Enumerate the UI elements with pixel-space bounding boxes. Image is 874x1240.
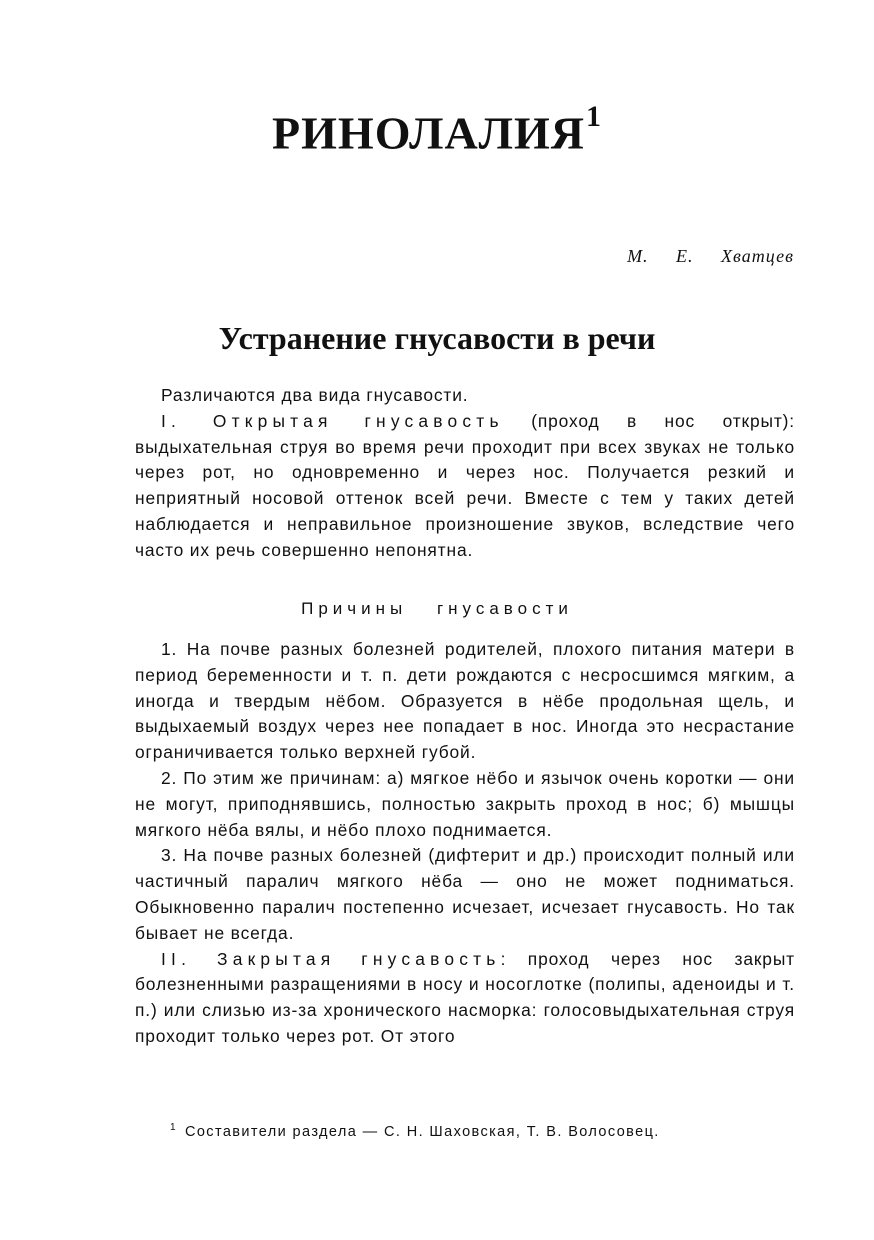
footnote-reference: 1 bbox=[585, 100, 602, 133]
spaced-term: II. Закрытая гнусавость bbox=[161, 948, 501, 969]
section-title: Устранение гнусавости в речи bbox=[218, 320, 656, 356]
paragraph: 1. На почве разных болезней родителей, плохого питания матери в период беременности и т. п. дети рождаются с несросшимся мягким, а иногда и твердым нёбом. Образуется в нёбе продольная щель, и выдыхаемый воздух через нее попадает в нос. Иногда это несрастание ограничивается только верхней губой. bbox=[135, 639, 795, 763]
paragraph: 2. По этим же причинам: а) мягкое нёбо и язычок очень коротки — они не могут, приподнявшись, полностью закрыть проход в нос; б) мышцы мягкого нёба вялы, и нёбо плохо поднимается. bbox=[135, 767, 795, 840]
footnote bbox=[170, 1124, 660, 1140]
main-title-text: РИНОЛАЛИЯ bbox=[272, 107, 585, 159]
footnote-mark: 1 bbox=[170, 1122, 177, 1133]
footnote-text: Составители раздела — С. Н. Шаховская, Т. В. Волосовец. bbox=[184, 1124, 660, 1140]
spaced-term: I. Открытая гнусавость bbox=[161, 410, 504, 431]
main-title bbox=[0, 100, 874, 159]
author-name: М. Е. Хватцев bbox=[627, 246, 794, 266]
subheading: Причины гнусавости bbox=[301, 599, 573, 618]
paragraph: 3. На почве разных болезней (дифтерит и др.) происходит полный или частичный паралич мягкого нёба — оно не может подниматься. Обыкновенно паралич постепенно исчезает, исчезает гнусавость. Но так бывает не всегда. bbox=[135, 845, 795, 943]
paragraph bbox=[135, 409, 795, 564]
paragraph-text: : проход через нос закрыт болезненными разращениями в носу и носоглотке (полипы, аденоиды и т. п.) или слизью из-за хронического насморка: голосовыдыхательная струя проходит только через рот. От этого bbox=[135, 948, 795, 1046]
paragraph-text: (проход в нос открыт): выдыхательная струя во время речи проходит при всех звуках не только через рот, но одновременно и через нос. Получается резкий и неприятный носовой оттенок всей речи. Вместе с тем у таких детей наблюдается и неправильное произношение звуков, вследствие чего часто их речь совершенно непонятна. bbox=[135, 410, 795, 560]
paragraph bbox=[135, 947, 795, 1050]
causes-text bbox=[135, 637, 795, 1050]
intro-text bbox=[135, 383, 795, 564]
paragraph: Различаются два вида гнусавости. bbox=[161, 385, 469, 405]
